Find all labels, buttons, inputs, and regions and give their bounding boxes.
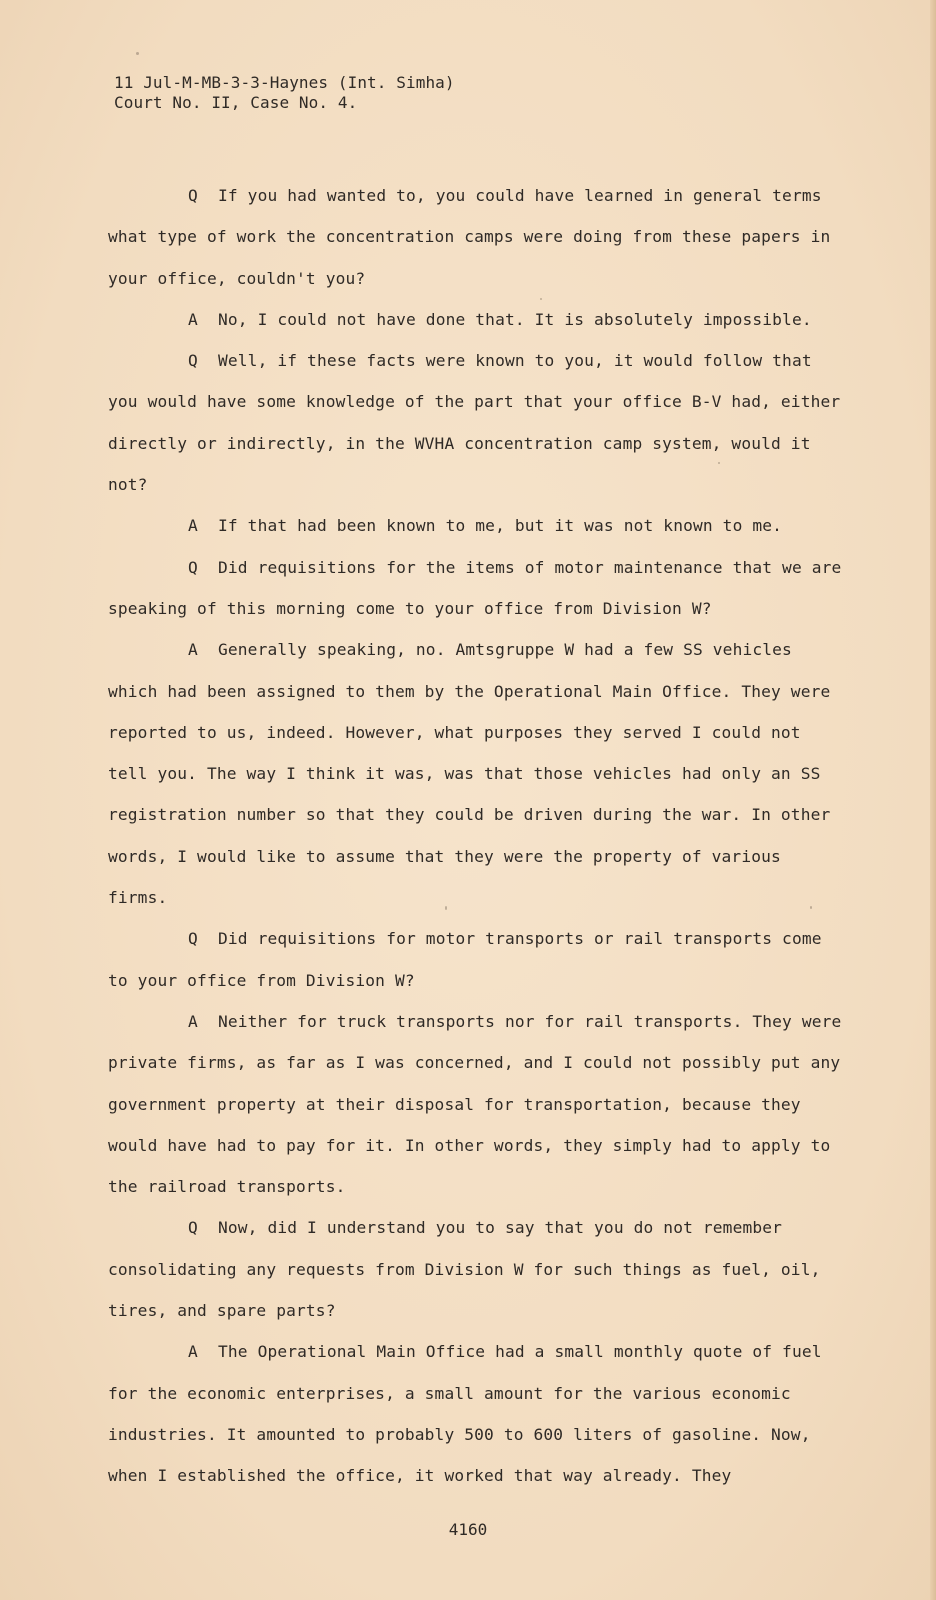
transcript-paragraph [108,629,848,918]
transcript-paragraph [108,175,848,299]
transcript-paragraph [108,1331,848,1496]
paragraph-text: The Operational Main Office had a small monthly quote of fuel for the economic enterprises, a small amount for the various economic industries. It amounted to probably 500 to 600 liters of gasoline. Now, when I established the office, it worked that way already. They [108,1342,822,1486]
transcript-paragraph [108,1001,848,1207]
paragraph-text: Did requisitions for motor transports or rail transports come to your office from Division W? [108,929,822,990]
document-header [114,73,455,113]
transcript-body [108,175,848,1497]
header-session-line: 11 Jul-M-MB-3-3-Haynes (Int. Simha) [114,73,455,92]
paragraph-text: Did requisitions for the items of motor maintenance that we are speaking of this morning come to your office from Division W? [108,557,842,618]
paragraph-text: If that had been known to me, but it was not known to me. [218,516,783,536]
speaker-label: A [188,640,198,660]
speaker-label: Q [188,186,198,205]
transcript-paragraph [108,918,848,1001]
paper-speck [136,52,139,55]
paper-speck [540,298,542,300]
transcript-paragraph [108,505,848,546]
paragraph-text: Neither for truck transports nor for rail transports. They were private firms, as far as I was concerned, and I could not possibly put any government property at their disposal for transportation, because they would have had to pay for it. In other words, they simply had to apply to the railroad transports. [108,1011,842,1197]
transcript-paragraph [108,340,848,505]
header-court-line: Court No. II, Case No. 4. [114,93,358,112]
transcript-paragraph [108,547,848,630]
paragraph-text: Well, if these facts were known to you, it would follow that you would have some knowledge of the part that your office B-V had, either directly or indirectly, in the WVHA concentration camp system, would it not? [108,351,841,495]
paper-speck [810,906,812,909]
page-edge-shadow [930,0,936,1600]
speaker-label: Q [188,351,198,371]
paper-speck [445,906,447,910]
paragraph-text: Now, did I understand you to say that you do not remember consolidating any requests from Division W for such things as fuel, oil, tires, and spare parts? [108,1218,821,1321]
transcript-paragraph [108,299,848,340]
paragraph-text: If you had wanted to, you could have learned in general terms what type of work the concentration camps were doing from these papers in your office, couldn't you? [108,186,831,288]
speaker-label: A [188,309,198,329]
speaker-label: A [188,1342,198,1362]
page-number: 4160 [448,1520,488,1539]
speaker-label: Q [188,557,198,577]
speaker-label: Q [188,1218,198,1238]
paragraph-text: Generally speaking, no. Amtsgruppe W had a few SS vehicles which had been assigned to them by the Operational Main Office. They were reported to us, indeed. However, what purposes they served I could not tell you. The way I think it was, was that those vehicles had only an SS registration number so that they could be driven during the war. In other words, I would like to assume that they were the property of various firms. [108,640,831,908]
paragraph-text: No, I could not have done that. It is absolutely impossible. [218,309,812,329]
speaker-label: A [188,1011,198,1031]
speaker-label: Q [188,929,198,949]
speaker-label: A [188,516,198,536]
transcript-paragraph [108,1207,848,1331]
paper-speck [718,462,720,464]
